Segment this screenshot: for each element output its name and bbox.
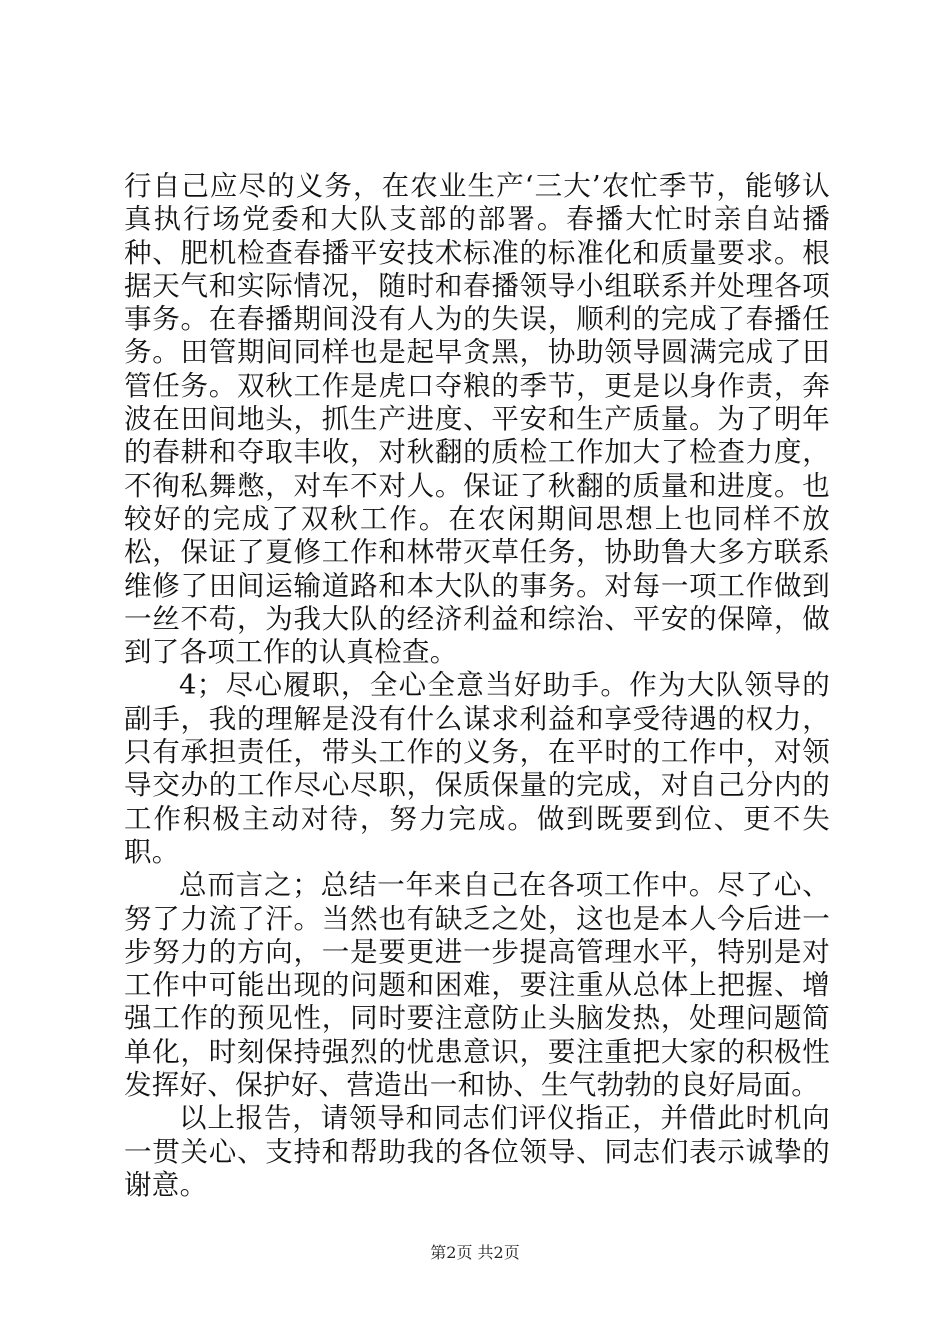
body-paragraph-3: 总而言之；总结一年来自己在各项工作中。尽了心、努了力流了汗。当然也有缺乏之处，这也是本人今后进一步努力的方向，一是要更进一步提高管理水平，特别是对工作中可能出现的问题和困难，要注重从总体上把握、增强工作的预见性，同时要注意防止头脑发热，处理问题简单化，时刻保持强烈的忧患意识，要注重把大家的积极性发挥好、保护好、营造出一和协、生气勃勃的良好局面。 [124, 869, 830, 1102]
document-body [124, 170, 830, 1202]
body-paragraph-1: 行自己应尽的义务，在农业生产‘三大’农忙季节，能够认真执行场党委和大队支部的部署。春播大忙时亲自站播种、肥机检查春播平安技术标准的标准化和质量要求。根据天气和实际情况，随时和春播领导小组联系并处理各项事务。在春播期间没有人为的失误，顺利的完成了春播任务。田管期间同样也是起早贪黑，协助领导圆满完成了田管任务。双秋工作是虎口夺粮的季节，更是以身作责，奔波在田间地头，抓生产进度、平安和生产质量。为了明年的春耕和夺取丰收，对秋翻的质检工作加大了检查力度，不徇私舞憋，对车不对人。保证了秋翻的质量和进度。也较好的完成了双秋工作。在农闲期间思想上也同样不放松，保证了夏修工作和林带灭草任务，协助鲁大多方联系维修了田间运输道路和本大队的事务。对每一项工作做到一丝不苟，为我大队的经济利益和综治、平安的保障，做到了各项工作的认真检查。 [124, 170, 830, 669]
body-paragraph-2: 4；尽心履职，全心全意当好助手。作为大队领导的副手，我的理解是没有什么谋求利益和享受待遇的权力，只有承担责任，带头工作的义务，在平时的工作中，对领导交办的工作尽心尽职，保质保量的完成，对自己分内的工作积极主动对待，努力完成。做到既要到位、更不失职。 [124, 669, 830, 868]
body-paragraph-4: 以上报告，请领导和同志们评仪指正，并借此时机向一贯关心、支持和帮助我的各位领导、同志们表示诚挚的谢意。 [124, 1102, 830, 1201]
page-footer: 第2页 共2页 [430, 1243, 520, 1262]
